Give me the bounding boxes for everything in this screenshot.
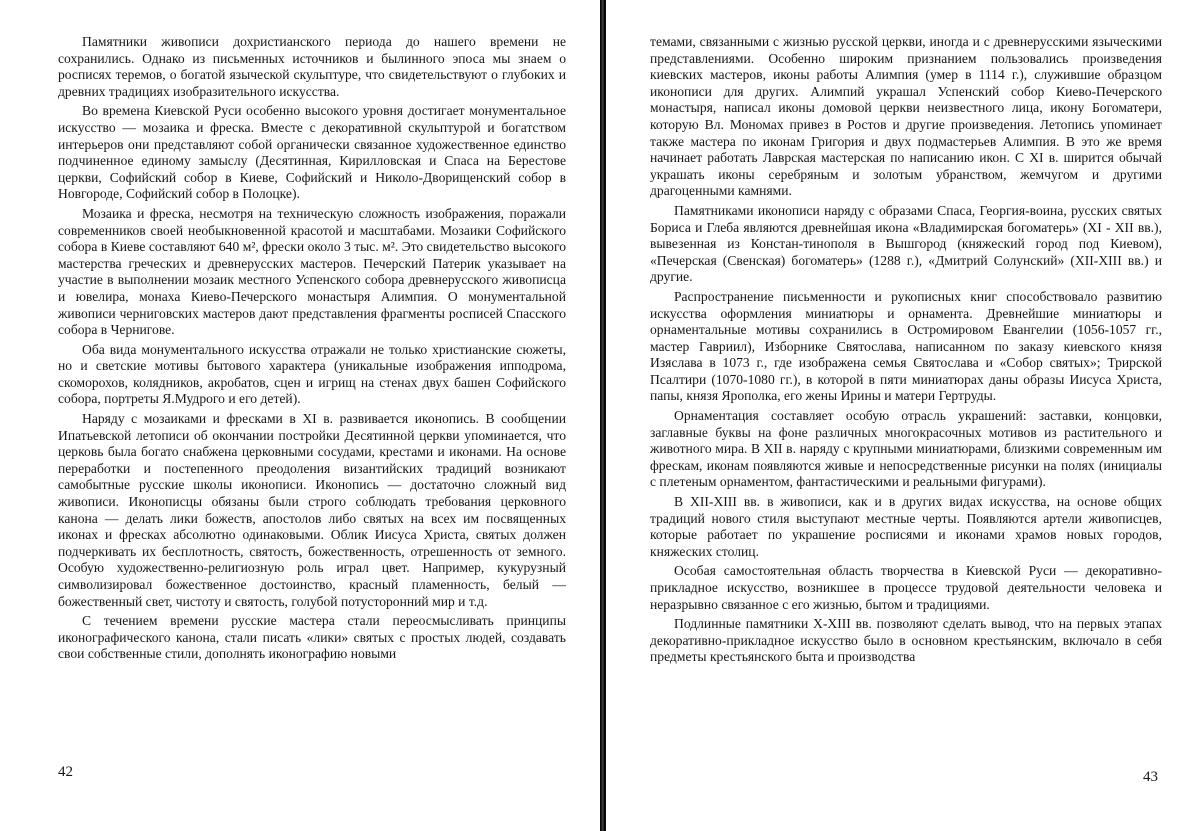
paragraph: Особая самостоятельная область творчества в Киевской Руси — декоративно-прикладное искусство, возникшее в процессе трудовой деятельности человека и неразрывно связанное с его жизнью, бытом и традициями. [650, 563, 1162, 612]
page-number: 43 [1143, 769, 1158, 785]
paragraph: Орнаментация составляет особую отрасль украшений: заставки, концовки, заглавные буквы на фоне различных многокрасочных мотивов из растительного и животного мира. В XII в. наряду с крупными миниатюрами, близкими современным им фрескам, иконам появляются живые и непосредственные рисунки на полях (инициалы с плетеным орнаментом, фантастическими и реальными фигурами). [650, 408, 1162, 490]
paragraph: В XII-XIII вв. в живописи, как и в других видах искусства, на основе общих традиций нового стиля выступают местные черты. Появляются артели живописцев, которые работает по украшение росписями и иконами храмов новых городов, княжеских столиц. [650, 494, 1162, 559]
paragraph: Наряду с мозаиками и фресками в XI в. развивается иконопись. В сообщении Ипатьевской летописи об окончании постройки Десятинной церкви упоминается, что церковь была богато снабжена церковными сосудами, крестами и иконами. На основе переработки и постепенного преодоления византийских традиций возникают самобытные русские школы иконописи. Иконопись — достаточно сложный вид живописи. Иконописцы обязаны были строго соблюдать требования церковного канона — делать лики божеств, апостолов либо святых на всех им посвященных иконах и фресках абсолютно одинаковыми. Облик Иисуса Христа, святых должен подчеркивать их бесплотность, святость, божественность, отрешенность от земного. Особую художественно-религиозную роль играл цвет. Например, кукурузный символизировал божественное достоинство, красный пламенность, белый — божественный свет, чистоту и святость, голубой потусторонний мир и т.д. [58, 411, 566, 609]
page-number: 42 [58, 764, 73, 780]
paragraph: темами, связанными с жизнью русской церкви, иногда и с древнерусскими языческими представлениями. Особенно широким признанием пользовались произведения киевских мастеров, иконы работы Алимпия (умер в 1114 г.), служившие образцом иконописи для других. Алимпий украшал Успенский собор Киево-Печерского монастыря, написал иконы домовой церкви неизвестного лица, икону Богоматери, которую Вл. Мономах привез в Ростов и другие произведения. Летопись упоминает также мастера по иконам Григория и двух подмастерьев Алимпия. В это же время начинает работать Лаврская мастерская по написанию икон. С XI в. ширится обычай украшать иконы серебряным и золотым убранством, жемчугом и другими драгоценными камнями. [650, 34, 1162, 199]
right-page [608, 0, 1200, 831]
paragraph: С течением времени русские мастера стали переосмысливать принципы иконографического канона, стали писать «лики» святых с простых людей, создавать свои собственные стили, дополнять иконографию новыми [58, 613, 566, 662]
paragraph: Распространение письменности и рукописных книг способствовало развитию искусства оформления миниатюры и орнамента. Древнейшие миниатюры и орнаментальные мотивы сохранились в Остромировом Евангелии (1056-1057 гг., мастер Гавриил), Изборнике Святослава, написанном по заказу киевского князя Изяслава в 1073 г., где изображена семья Святослава и «Собор святых»; Трирской Псалтири (1070-1080 гг.), в которой в пяти миниатюрах даны образы Иисуса Христа, папы, князя Ярополка, его жены Ирины и матери Гертруды. [650, 288, 1162, 404]
paragraph: Мозаика и фреска, несмотря на техническую сложность изображения, поражали современников своей необыкновенной красотой и масштабами. Мозаики Софийского собора в Киеве составляют 640 м², фрески около 3 тыс. м². Это свидетельство высокого мастерства греческих и древнерусских мастеров. Печерский Патерик указывает на участие в выполнении мозаик местного Успенского собора древнерусского живописца и ювелира, монаха Киево-Печерского монастыря Алимпия. О монументальной живописи черниговских мастеров дают представления фрагменты росписей Спасского собора в Чернигове. [58, 205, 566, 338]
paragraph: Памятниками иконописи наряду с образами Спаса, Георгия-воина, русских святых Бориса и Глеба являются древнейшая икона «Владимирская богоматерь» (XI - XII вв.), вывезенная из Констан-тинополя в Вышгород (княжеский город под Киевом), «Печерская (Свенская) богоматерь» (1288 г.), «Дмитрий Солунский» (XII-XIII вв.) и другие. [650, 202, 1162, 285]
paragraph: Подлинные памятники X-XIII вв. позволяют сделать вывод, что на первых этапах декоративно-прикладное искусство было в основном крестьянским, включало в себя предметы крестьянского быта и производства [650, 616, 1162, 665]
paragraph: Во времена Киевской Руси особенно высокого уровня достигает монументальное искусство — мозаика и фреска. Вместе с декоративной скульптурой и богатством интерьеров они представляют собой органически связанное художественное единство подчиненное единому замыслу (Десятинная, Кирилловская и Спаса на Берестове церкви, Софийский собор в Киеве, Софийский и Николо-Дворищенский собор в Новгороде, Софийский собор в Полоцке). [58, 103, 566, 202]
paragraph: Памятники живописи дохристианского периода до нашего времени не сохранились. Однако из письменных источников и былинного эпоса мы знаем о росписях теремов, о богатой языческой скульптуре, что свидетельствуют о глубоких и древних традициях изобразительного искусства. [58, 34, 566, 99]
paragraph: Оба вида монументального искусства отражали не только христианские сюжеты, но и светские мотивы бытового характера (уникальные изображения ипподрома, скоморохов, колядников, акробатов, сцен и игрищ на стенах двух башен Софийского собора, портреты Я.Мудрого и его детей). [58, 341, 566, 407]
book-spine-divider [600, 0, 606, 831]
